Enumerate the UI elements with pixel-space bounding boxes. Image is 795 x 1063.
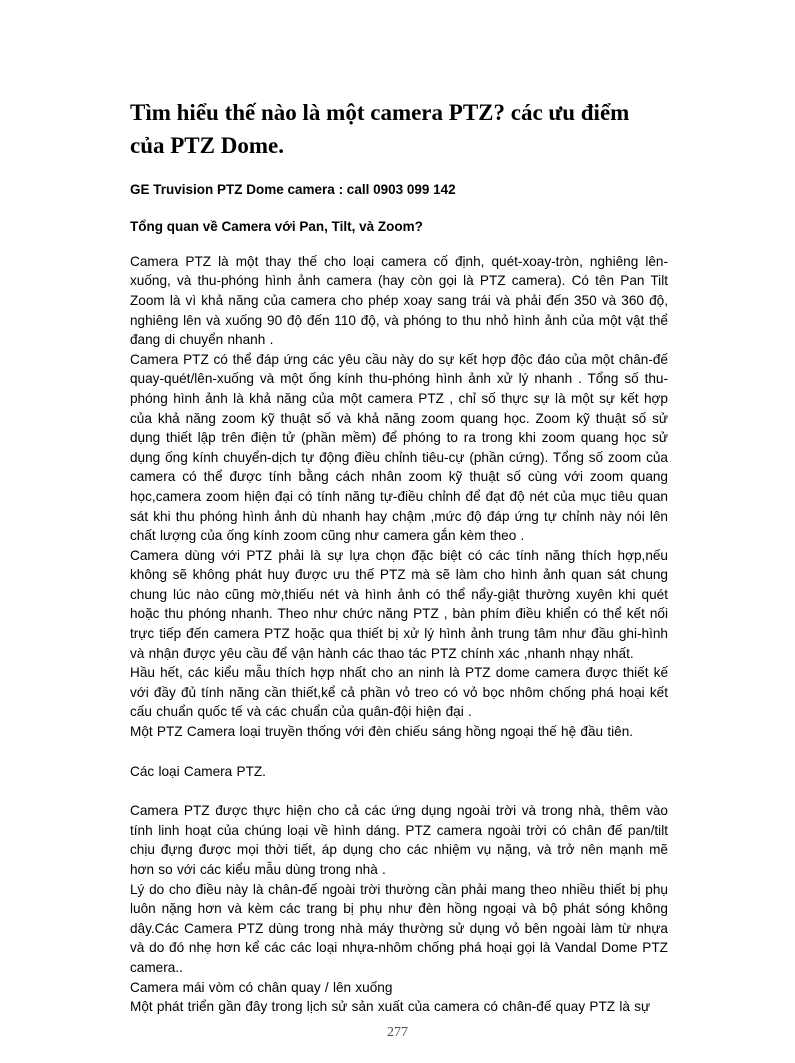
paragraph: Camera mái vòm có chân quay / lên xuống	[130, 979, 393, 995]
paragraph: Một PTZ Camera loại truyền thống với đèn chiếu sáng hồng ngoại thế hệ đầu tiên.	[130, 724, 634, 740]
paragraph: Camera PTZ là một thay thế cho loại camera cố định, quét-xoay-tròn, nghiêng lên-xuống, và thu-phóng hình ảnh camera (hay còn gọi là PTZ camera). Có tên Pan Tilt Zoom là vì khả năng của camera cho phép xoay sang trái và phải đến 350 và 360 độ, nghiêng lên và xuống 90 độ đến 110 độ, và phóng to thu nhỏ hình ảnh của một vật thể đang di chuyển nhanh .	[130, 253, 668, 348]
contact-line: GE Truvision PTZ Dome camera : call 0903 099 142	[130, 181, 456, 197]
section-heading: Tổng quan về Camera với Pan, Tilt, và Zoom?	[130, 219, 423, 235]
document-title: Tìm hiểu thế nào là một camera PTZ? các ưu điểm của PTZ Dome.	[130, 100, 630, 159]
document-content	[130, 96, 668, 1017]
paragraph: Hầu hết, các kiểu mẫu thích hợp nhất cho an ninh là PTZ dome camera được thiết kế với đầy đủ tính năng cần thiết,kể cả phần vỏ treo có vỏ bọc nhôm chống phá hoại kết cấu chuẩn quốc tế và các chuẩn của quân-đội hiện đại .	[130, 665, 668, 720]
paragraph: Camera PTZ được thực hiện cho cả các ứng dụng ngoài trời và trong nhà, thêm vào tính linh hoạt của chúng loại về hình dáng. PTZ camera ngoài trời có chân đế pan/tilt chịu đựng được mọi thời tiết, áp dụng cho các nhiệm vụ nặng, và trở nên mạnh mẽ hơn so với các kiểu mẫu dùng trong nhà .	[130, 803, 668, 877]
paragraph: Một phát triển gần đây trong lịch sử sản xuất của camera có chân-đế quay PTZ là sự	[130, 999, 651, 1015]
body-paragraphs	[130, 252, 668, 1017]
paragraph: Camera PTZ có thể đáp ứng các yêu cầu này do sự kết hợp độc đáo của một chân-đế quay-quét/lên-xuống và một ống kính thu-phóng hình ảnh xử lý nhanh . Tổng số thu-phóng hình ảnh là khả năng của một camera PTZ , chỉ số thực sự là một sự kết hợp của khả năng zoom kỹ thuật số và khả năng zoom quang học. Zoom kỹ thuật số sử dụng thiết lập trên điện tử (phần mềm) để phóng to ra trong khi zoom quang học sử dụng ống kính chuyển-dịch tự động điều chỉnh tiêu-cự (phần cứng). Tổng số zoom của camera có thể được tính bằng cách nhân zoom kỹ thuật số cùng với zoom quang học,camera zoom hiện đại có tính năng tự-điều chỉnh để đạt độ nét của mục tiêu quan sát khi thu phóng hình ảnh dù nhanh hay chậm ,mức độ đáp ứng tự chỉnh này nói lên chất lượng của ống kính zoom cũng như camera gắn kèm theo .	[130, 351, 668, 544]
paragraph: Các loại Camera PTZ.	[130, 763, 266, 779]
paragraph: Lý do cho điều này là chân-đế ngoài trời thường cần phải mang theo nhiều thiết bị phụ luôn nặng hơn và kèm các trang bị phụ như đèn hồng ngoại và bộ phát sóng không dây.Các Camera PTZ dùng trong nhà máy thường sử dụng vỏ bên ngoài làm từ nhựa và do đó nhẹ hơn kể các các loại nhựa-nhôm chống phá hoại gọi là Vandal Dome PTZ camera..	[130, 881, 668, 975]
page-footer	[0, 1023, 795, 1041]
page-number: 277	[387, 1025, 408, 1040]
paragraph: Camera dùng với PTZ phải là sự lựa chọn đặc biệt có các tính năng thích hợp,nếu không sẽ không phát huy được ưu thế PTZ mà sẽ làm cho hình ảnh quan sát chung chung lúc nào cũng mờ,thiếu nét và hình ảnh có thể nẩy-giật thường xuyên khi quét hoặc thu phóng nhanh. Theo như chức năng PTZ , bàn phím điều khiển có thể kết nối trực tiếp đến camera PTZ hoặc qua thiết bị xử lý hình ảnh trung tâm như đầu ghi-hình và nhận được yêu cầu để vận hành các thao tác PTZ chính xác ,nhanh nhạy nhất.	[130, 547, 668, 661]
